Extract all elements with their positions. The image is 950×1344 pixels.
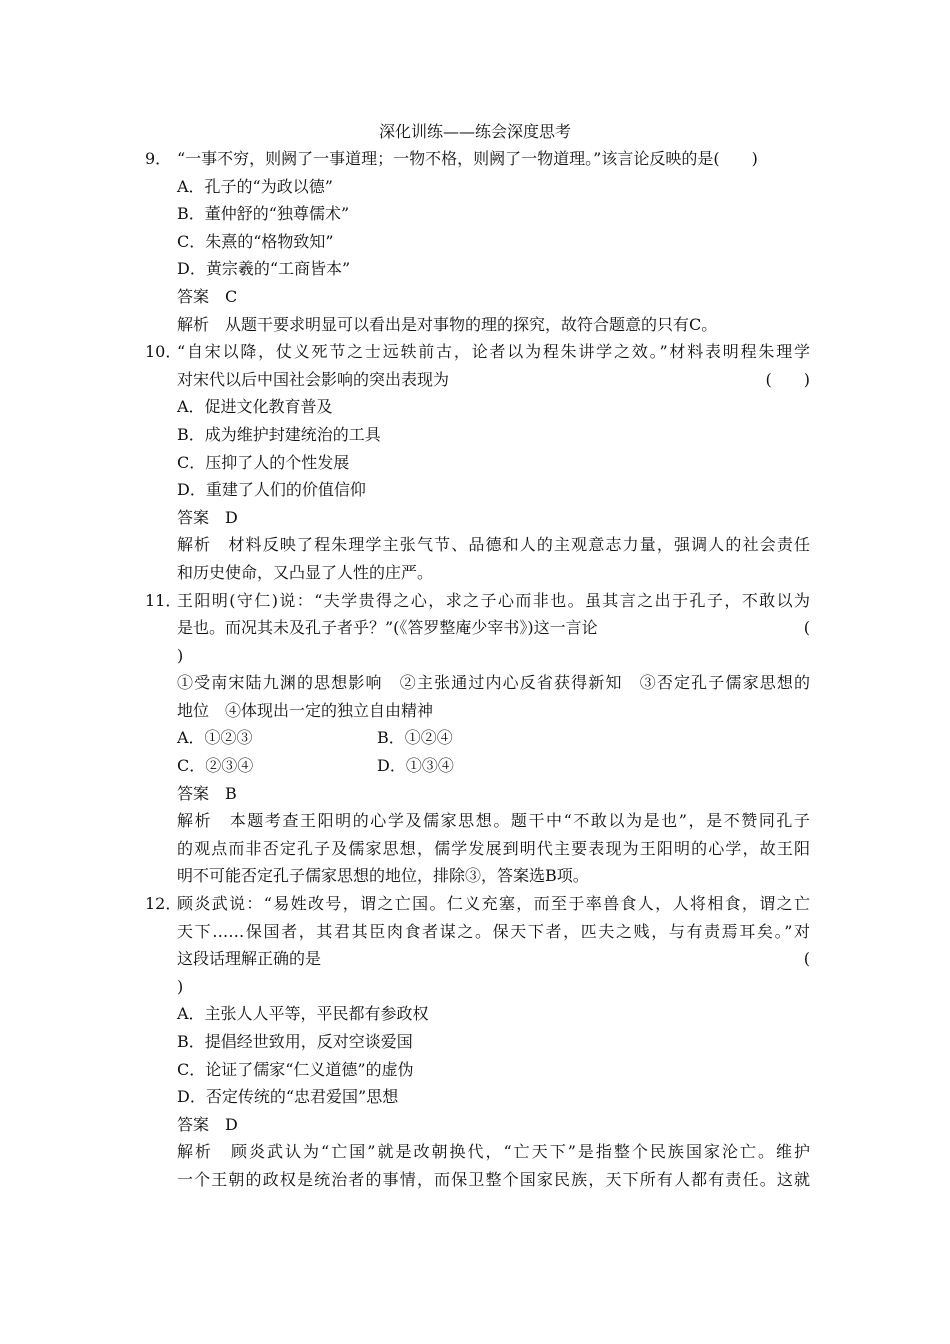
option-c: C．论证了儒家“仁义道德”的虚伪: [177, 1059, 414, 1079]
question-stem-line: “自宋以降，仗义死节之士远轶前古，论者以为程朱讲学之效。”材料表明程朱理学: [177, 342, 810, 362]
option-c: C．压抑了人的个性发展: [177, 452, 350, 472]
option-a: A．主张人人平等，平民都有参政权: [177, 1004, 429, 1024]
statement-line: 地位 ④体现出一定的独立自由精神: [177, 700, 434, 720]
explanation: 解析 从题干要求明显可以看出是对事物的理的探究，故符合题意的只有C。: [177, 314, 718, 334]
question-stem-line: 天下……保国者，其君其臣肉食者谋之。保天下者，匹夫之贱，与有责焉耳矣。”对: [177, 921, 810, 941]
question-11: [145, 587, 810, 891]
answer-blank-close: ): [177, 645, 184, 665]
option-a: A．促进文化教育普及: [177, 397, 333, 417]
answer-blank-open: (: [803, 618, 810, 638]
page-title: 深化训练——练会深度思考: [378, 122, 571, 141]
answer: 答案 B: [177, 783, 237, 803]
question-10: [145, 338, 810, 586]
option-b: B．①②④: [377, 728, 453, 748]
question-number: 9．: [145, 149, 172, 168]
option-row: [177, 724, 810, 752]
question-stem-line: [177, 614, 810, 642]
option-d: D．重建了人们的价值信仰: [177, 480, 366, 500]
option-d: D．否定传统的“忠君爱国”思想: [177, 1087, 399, 1107]
stem-text: 对宋代以后中国社会影响的突出表现为: [177, 369, 450, 389]
answer-blank: ( ): [765, 369, 810, 389]
question-number: 10．: [145, 342, 182, 362]
question-12: [145, 890, 810, 1194]
option-c: C．朱熹的“格物致知”: [177, 231, 334, 251]
explanation-line: 解析 材料反映了程朱理学主张气节、品德和人的主观意志力量，强调人的社会责任: [177, 535, 810, 555]
answer: 答案 D: [177, 507, 238, 527]
answer-blank-close: ): [177, 976, 184, 996]
explanation-line: 和历史使命，又凸显了人性的庄严。: [177, 562, 434, 582]
option-b: B．提倡经世致用，反对空谈爱国: [177, 1032, 413, 1051]
answer-blank-open: (: [803, 949, 810, 969]
question-9: [145, 145, 810, 338]
answer: 答案 C: [177, 286, 238, 306]
explanation-line: 明不可能否定孔子儒家思想的地位，排除③，答案选B项。: [177, 866, 589, 886]
option-b: B．成为维护封建统治的工具: [177, 424, 381, 444]
answer: 答案 D: [177, 1114, 238, 1134]
question-stem-line: [177, 945, 810, 973]
option-d: D．黄宗羲的“工商皆本”: [177, 259, 351, 279]
explanation-line: 的观点而非否定孔子及儒家思想，儒学发展到明代主要表现为王阳明的心学，故王阳: [177, 838, 810, 858]
question-number: 11．: [145, 590, 182, 610]
question-stem-line: [177, 366, 810, 394]
option-b: B．董仲舒的“独尊儒术”: [177, 204, 350, 224]
question-list: [145, 145, 810, 1194]
question-stem-line: 顾炎武说：“易姓改号，谓之亡国。仁义充塞，而至于率兽食人，人将相食，谓之亡: [177, 894, 810, 914]
stem-text: 这段话理解正确的是: [177, 949, 322, 969]
explanation-line: 解析 本题考查王阳明的心学及儒家思想。题干中“不敢以为是也”，是不赞同孔子: [177, 811, 810, 831]
stem-text: 是也。而况其未及孔子者乎？”(《答罗整庵少宰书》)这一言论: [177, 618, 598, 638]
option-a: A．①②③: [177, 728, 253, 748]
option-row: [177, 752, 810, 780]
option-d: D．①③④: [377, 756, 454, 776]
option-a: A．孔子的“为政以德”: [177, 176, 333, 196]
question-stem: “一事不穷，则阙了一事道理；一物不格，则阙了一物道理。”该言论反映的是( ): [177, 149, 758, 168]
question-number: 12．: [145, 894, 182, 914]
statement-line: ①受南宋陆九渊的思想影响 ②主张通过内心反省获得新知 ③否定孔子儒家思想的: [177, 673, 810, 693]
question-stem-line: 王阳明(守仁)说：“夫学贵得之心，求之子心而非也。虽其言之出于孔子，不敢以为: [177, 590, 810, 610]
explanation-line: 解析 顾炎武认为“亡国”就是改朝换代，“亡天下”是指整个民族国家沦亡。维护: [177, 1142, 810, 1162]
explanation-line: 一个王朝的政权是统治者的事情，而保卫整个国家民族，天下所有人都有责任。这就: [177, 1169, 810, 1189]
option-c: C．②③④: [177, 756, 254, 776]
